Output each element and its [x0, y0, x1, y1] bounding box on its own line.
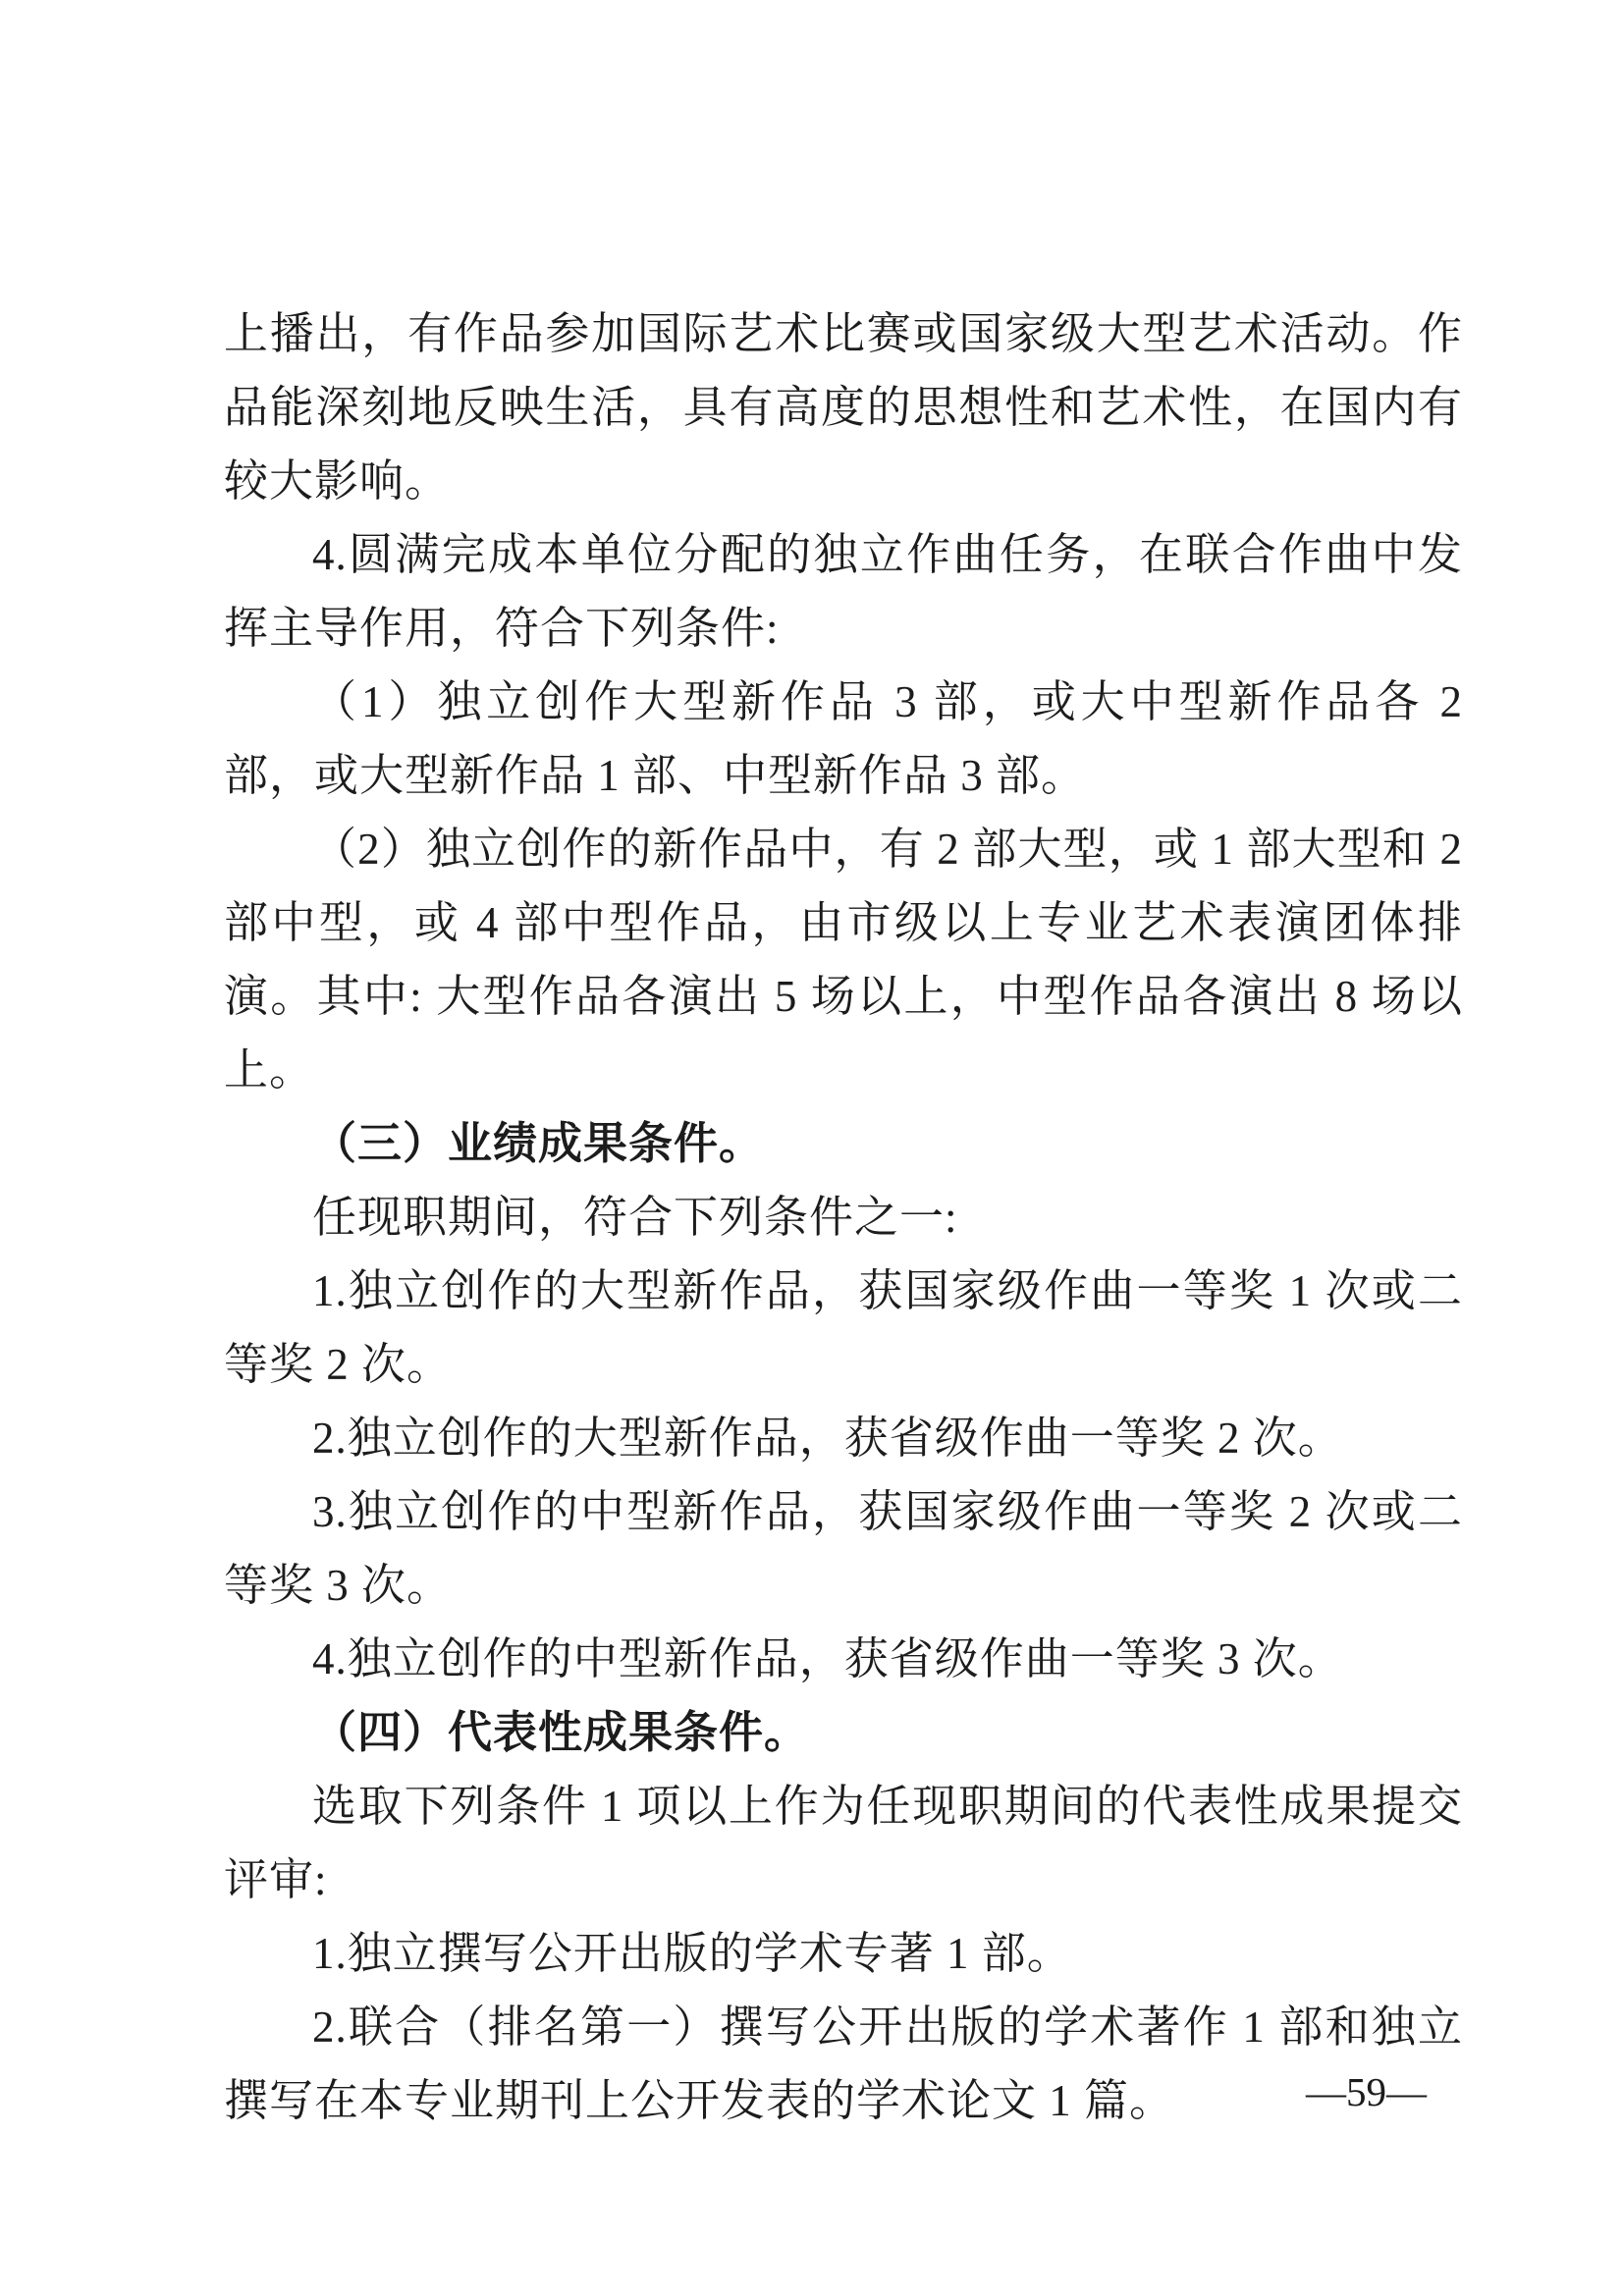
document-text-block [224, 297, 1463, 2138]
paragraph: 2.独立创作的大型新作品，获省级作曲一等奖 2 次。 [312, 1414, 1343, 1463]
section-heading: （三）业绩成果条件。 [312, 1119, 765, 1168]
page-number: —59— [1306, 2069, 1427, 2114]
paragraph: 任现职期间，符合下列条件之一: [312, 1193, 958, 1242]
paragraph: 选取下列条件 1 项以上作为任现职期间的代表性成果提交评审: [224, 1782, 1463, 1904]
paragraph: （2）独立创作的新作品中，有 2 部大型，或 1 部大型和 2 部中型，或 4 部中型作品，由市级以上专业艺术表演团体排演。其中: 大型作品各演出 5 场以上，中型作品各演出 8 场以上。 [224, 825, 1463, 1095]
paragraph: 4.独立创作的中型新作品，获省级作曲一等奖 3 次。 [312, 1634, 1343, 1683]
section-heading: （四）代表性成果条件。 [312, 1708, 810, 1757]
paragraph: 上播出，有作品参加国际艺术比赛或国家级大型艺术活动。作品能深刻地反映生活，具有高度的思想性和艺术性，在国内有较大影响。 [224, 309, 1463, 506]
paragraph: 1.独立撰写公开出版的学术专著 1 部。 [312, 1929, 1072, 1978]
paragraph: 3.独立创作的中型新作品，获国家级作曲一等奖 2 次或二等奖 3 次。 [224, 1487, 1463, 1610]
paragraph: 2.联合（排名第一）撰写公开出版的学术著作 1 部和独立撰写在本专业期刊上公开发表的学术论文 1 篇。 [224, 2002, 1463, 2125]
paragraph: （1）独立创作大型新作品 3 部，或大中型新作品各 2 部，或大型新作品 1 部、中型新作品 3 部。 [224, 677, 1463, 800]
paragraph: 4.圆满完成本单位分配的独立作曲任务，在联合作曲中发挥主导作用，符合下列条件: [224, 530, 1463, 653]
paragraph: 1.独立创作的大型新作品，获国家级作曲一等奖 1 次或二等奖 2 次。 [224, 1266, 1463, 1389]
